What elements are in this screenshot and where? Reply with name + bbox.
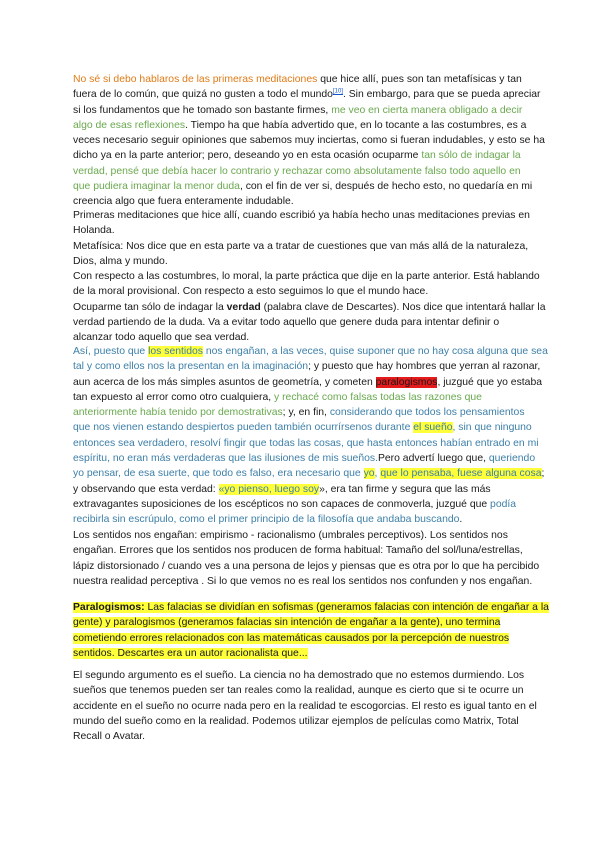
highlight-blue: , sin que ninguno bbox=[452, 422, 532, 434]
highlight-blue: yo pensar, de esa suerte, que todo es falso, era necesario que bbox=[73, 468, 364, 480]
text-line: engañan. Errores que los sentidos nos producen de forma habitual: Tamaño del sol/luna/estrellas, bbox=[73, 545, 523, 557]
highlight-blue: queriendo bbox=[488, 453, 536, 465]
highlight-yellow: Las falacias se dividían en sofismas (generamos falacias con intención de engañar a la bbox=[144, 602, 549, 613]
text-line bbox=[73, 482, 528, 497]
notes-paragraph-4 bbox=[73, 668, 537, 744]
text-line bbox=[73, 72, 528, 87]
highlight-yellow: cometiendo errores relacionados con las matemáticas causados por la percepción de nuestros bbox=[73, 632, 510, 644]
text-run: Pero advertí luego que, bbox=[377, 453, 489, 465]
highlight-yellow: que lo pensaba, fuese alguna cosa bbox=[380, 468, 542, 480]
notes-paragraph-3 bbox=[73, 600, 549, 661]
bold-keyword: Paralogismos: bbox=[73, 602, 145, 613]
highlight-yellow: sentidos. Descartes era un autor racionalista que... bbox=[73, 647, 308, 659]
text-line bbox=[73, 375, 542, 390]
highlight-blue: considerando que todos los pensamientos bbox=[329, 407, 525, 419]
notes-paragraph-2 bbox=[73, 528, 540, 589]
notes-paragraph-1 bbox=[73, 208, 546, 346]
text-line: Dios, alma y mundo. bbox=[73, 255, 168, 267]
text-run: fuera de lo común, que quizá no gusten a todo el mundo bbox=[73, 89, 333, 101]
text-line bbox=[73, 118, 528, 133]
text-run: extravagantes suposiciones de los escépticos no son capaces de conmoverla, juzgué que bbox=[73, 498, 491, 510]
text-run: . Sin embargo, para que se pueda apreciar bbox=[342, 89, 541, 101]
highlight-yellow: gente) y paralogismos (generamos falacias sin intención de engañar a la gente), uno termina bbox=[73, 617, 501, 629]
highlight-red: paralogismos bbox=[375, 376, 438, 388]
text-line: verdad partiendo de la duda. Va a evitar todo aquello que genere duda para intentar definir o bbox=[73, 317, 500, 329]
text-line bbox=[73, 512, 528, 527]
text-line bbox=[73, 615, 528, 630]
highlight-blue: nos engañan, a las veces, quise suponer que no hay cosa alguna que sea bbox=[202, 346, 548, 357]
text-line: creencia algo que fuera enteramente indudable. bbox=[73, 196, 294, 208]
highlight-blue: tal y como ellos nos la presentan en la imaginación bbox=[73, 361, 309, 373]
text-run: que hice allí, pues son tan metafísicas y tan bbox=[317, 74, 522, 85]
text-run: aun acerca de los más simples asuntos de geometría, y cometen bbox=[73, 376, 376, 388]
text-run: si los fundamentos que he tomado son bastante firmes, bbox=[73, 104, 332, 116]
bold-keyword: verdad bbox=[226, 301, 261, 313]
highlight-green: y rechacé como falsas todas las razones que bbox=[274, 391, 482, 403]
text-run: ; y puesto que hay hombres que yerran al razonar, bbox=[308, 361, 541, 373]
text-run: . bbox=[459, 514, 463, 526]
text-line bbox=[73, 646, 528, 661]
highlight-green: anteriormente había tenido por demostrativas bbox=[73, 407, 283, 419]
highlight-blue: que nos vienen estando despiertos pueden también ocurrírsenos durante bbox=[73, 422, 414, 434]
text-line bbox=[73, 148, 528, 163]
text-line: veces necesario seguir opiniones que sabemos muy inciertas, como si fueran indudables, y esto se ha bbox=[73, 135, 545, 147]
text-run: dicho ya en la parte anterior; pero, deseando yo en esta ocasión ocuparme bbox=[73, 150, 422, 162]
text-line bbox=[73, 600, 549, 615]
highlight-yellow: los sentidos bbox=[148, 346, 203, 357]
text-line bbox=[73, 344, 548, 359]
quote-paragraph-1 bbox=[73, 72, 545, 210]
text-run: , con el fin de ver si, después de hecho esto, no quedaría en mi bbox=[239, 181, 533, 193]
text-line: Con respecto a las costumbres, lo moral, la parte práctica que dije en la parte anterior. Está hablando bbox=[73, 271, 540, 283]
text-line: entonces sea verdadero, resolví fingir que todas las cosas, que hasta entonces habían entrado en mi bbox=[73, 437, 539, 449]
text-line: mundo del sueño como en la realidad. Podemos utilizar ejemplos de películas como Matrix, Total bbox=[73, 715, 519, 727]
highlight-green: que pudiera imaginar la menor duda bbox=[73, 181, 240, 193]
text-line: sueños que tenemos pueden ser tan reales como la realidad, aunque es cierto que si te ocurre un bbox=[73, 685, 524, 697]
highlight-blue: Así, puesto que bbox=[73, 346, 149, 357]
text-line: Primeras meditaciones que hice allí, cuando escribió ya había hecho unas meditaciones previas en bbox=[73, 210, 530, 221]
text-line bbox=[73, 405, 528, 420]
text-line bbox=[73, 87, 541, 102]
text-line bbox=[73, 179, 533, 194]
highlight-green: algo de esas reflexiones bbox=[73, 119, 186, 131]
highlight-blue: recibirla sin escrúpulo, como el primer principio de la filosofía que andaba buscando bbox=[73, 514, 460, 526]
text-line: verdad, pensé que debía hacer lo contrario y rechazar como absolutamente falso todo aquello en bbox=[73, 165, 521, 177]
text-line: El segundo argumento es el sueño. La ciencia no ha demostrado que no estemos durmiendo. Los bbox=[73, 670, 525, 681]
text-line: Los sentidos nos engañan: empirismo - racionalismo (umbrales perceptivos). Los sentidos nos bbox=[73, 530, 508, 541]
text-line bbox=[73, 359, 541, 374]
highlight-blue: podía bbox=[490, 498, 517, 510]
text-line bbox=[73, 451, 536, 466]
footnote-link[interactable]: [10] bbox=[332, 88, 343, 95]
text-line: de la moral provisional. Con respecto a esto seguimos lo que el mundo hace. bbox=[73, 286, 429, 298]
text-line bbox=[73, 300, 546, 315]
text-run: Ocuparme tan sólo de indagar la bbox=[73, 301, 227, 313]
text-line bbox=[73, 631, 528, 646]
highlight-yellow: yo bbox=[363, 468, 375, 480]
text-run: (palabra clave de Descartes). Nos dice que intentará hallar la bbox=[260, 301, 546, 313]
text-line: lápiz distorsionado / cuando ves a una persona de lejos y piensas que es otra por lo que ha percibido bbox=[73, 560, 540, 572]
text-run: , juzgué que yo estaba bbox=[437, 376, 542, 388]
text-line: Holanda. bbox=[73, 225, 115, 237]
quote-paragraph-2 bbox=[73, 344, 548, 528]
text-line: accidente en el sueño no ocurre nada pero en la realidad te escogorcias. El resto es igual tanto en el bbox=[73, 700, 537, 712]
text-run: y observando que esta verdad: bbox=[73, 483, 219, 495]
text-line bbox=[73, 420, 532, 435]
text-run: . Tiempo ha que había advertido que, en lo tocante a las costumbres, es a bbox=[185, 119, 527, 131]
highlight-blue: , bbox=[374, 468, 381, 480]
highlight-green: me veo en cierta manera obligado a decir bbox=[331, 104, 523, 116]
highlight-yellow: «yo pienso, luego soy bbox=[218, 483, 320, 495]
text-line bbox=[73, 466, 545, 481]
highlight-blue: espíritu, no eran más verdaderas que las ilusiones de mis sueños. bbox=[73, 453, 378, 465]
text-line bbox=[73, 103, 528, 118]
text-run: », era tan firme y segura que las más bbox=[319, 483, 491, 495]
text-line: Metafísica: Nos dice que en esta parte va a tratar de cuestiones que van más allá de la naturaleza, bbox=[73, 240, 529, 252]
text-run: ; bbox=[541, 468, 545, 480]
text-line bbox=[73, 390, 528, 405]
text-line: alcanzar todo aquello que sea verdad. bbox=[73, 332, 250, 344]
text-line: nuestra realidad perceptiva . Si lo que vemos no es real los sentidos nos confunden y nos engañan. bbox=[73, 575, 533, 587]
highlight-orange: No sé si debo hablaros de las primeras meditaciones bbox=[73, 74, 318, 85]
highlight-yellow: el sueño bbox=[413, 422, 453, 434]
text-line bbox=[73, 497, 528, 512]
text-line: Recall o Avatar. bbox=[73, 731, 146, 743]
text-run: ; y, en fin, bbox=[282, 407, 330, 419]
text-run: tan expuesto al error como otro cualquiera, bbox=[73, 391, 274, 403]
highlight-green: tan sólo de indagar la bbox=[421, 150, 521, 162]
